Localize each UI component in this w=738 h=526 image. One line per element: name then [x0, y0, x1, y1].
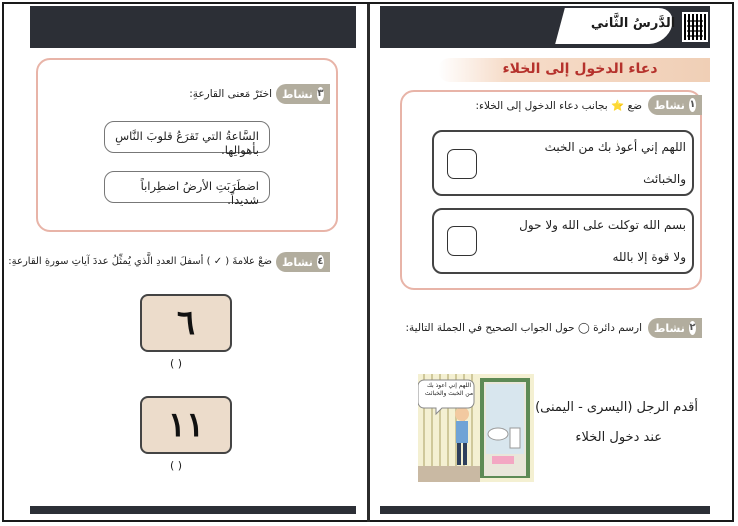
dua-option-1-line2: والخبائث	[643, 172, 686, 186]
meaning-option-2[interactable]: اضطَرَبَتِ الأرضُ اضطِراباً شديداً.	[104, 171, 270, 203]
number-option-11[interactable]: ١١	[140, 396, 232, 454]
number-option-6-answer[interactable]: ( )	[170, 357, 183, 370]
activity2-sentence-line2: عند دخول الخلاء	[575, 430, 662, 445]
badge-label: نشاط	[282, 87, 313, 101]
dua-option-1-line1: اللهم إني أعوذ بك من الخبث	[544, 140, 686, 154]
bathroom-illustration	[418, 374, 534, 482]
qr-code-icon[interactable]	[682, 12, 708, 42]
dua-option-2-line1: بسم الله توكلت على الله ولا حول	[519, 218, 686, 232]
dua-option-2-checkbox[interactable]	[447, 226, 477, 256]
activity3-instruction: اختَرْ مَعنى القارعةِ:	[189, 88, 272, 100]
activity4-instruction: ضعْ علامةَ ( ✓ ) أسفلَ العددِ الَّذي يُمثِّلُ عددَ آياتِ سورةِ القارعةِ:	[8, 256, 272, 267]
activity1-instruction: ضع ⭐ بجانب دعاء الدخول إلى الخلاء:	[475, 100, 642, 112]
left-page-footer-bar	[30, 506, 356, 514]
left-page-header-bar	[30, 6, 356, 48]
dua-option-2-line2: ولا قوة إلا بالله	[612, 250, 686, 264]
badge-number: ٤	[317, 256, 324, 267]
right-page-footer-bar	[380, 506, 710, 514]
speech-bubble-text: اللهم إني أعوذ بك من الخبث والخبائث	[424, 382, 474, 397]
meaning-option-1[interactable]: السَّاعةُ التي تَقرَعُ قلوبَ النَّاسِ بأهوالِها.	[104, 121, 270, 153]
lesson-title: الدَّرسُ الثَّاني	[590, 16, 676, 31]
badge-label: نشاط	[282, 255, 313, 269]
activity2-sentence-line1[interactable]: أقدم الرجل (اليسرى - اليمنى)	[535, 400, 698, 415]
number-option-11-answer[interactable]: ( )	[170, 459, 183, 472]
number-option-6[interactable]: ٦	[140, 294, 232, 352]
badge-label: نشاط	[654, 98, 685, 112]
badge-label: نشاط	[654, 321, 685, 335]
book-spine	[367, 4, 370, 522]
activity2-badge	[648, 318, 702, 338]
page-subtitle: دعاء الدخول إلى الخلاء	[502, 61, 658, 77]
activity1-badge	[648, 95, 702, 115]
activity4-badge	[276, 252, 330, 272]
badge-number: ٣	[317, 88, 324, 99]
activity3-badge	[276, 84, 330, 104]
dua-option-1-checkbox[interactable]	[447, 149, 477, 179]
badge-number: ١	[689, 99, 696, 110]
badge-number: ٢	[689, 322, 696, 333]
activity2-instruction: ارسم دائرة ◯ حول الجواب الصحيح في الجملة التالية:	[405, 322, 642, 334]
